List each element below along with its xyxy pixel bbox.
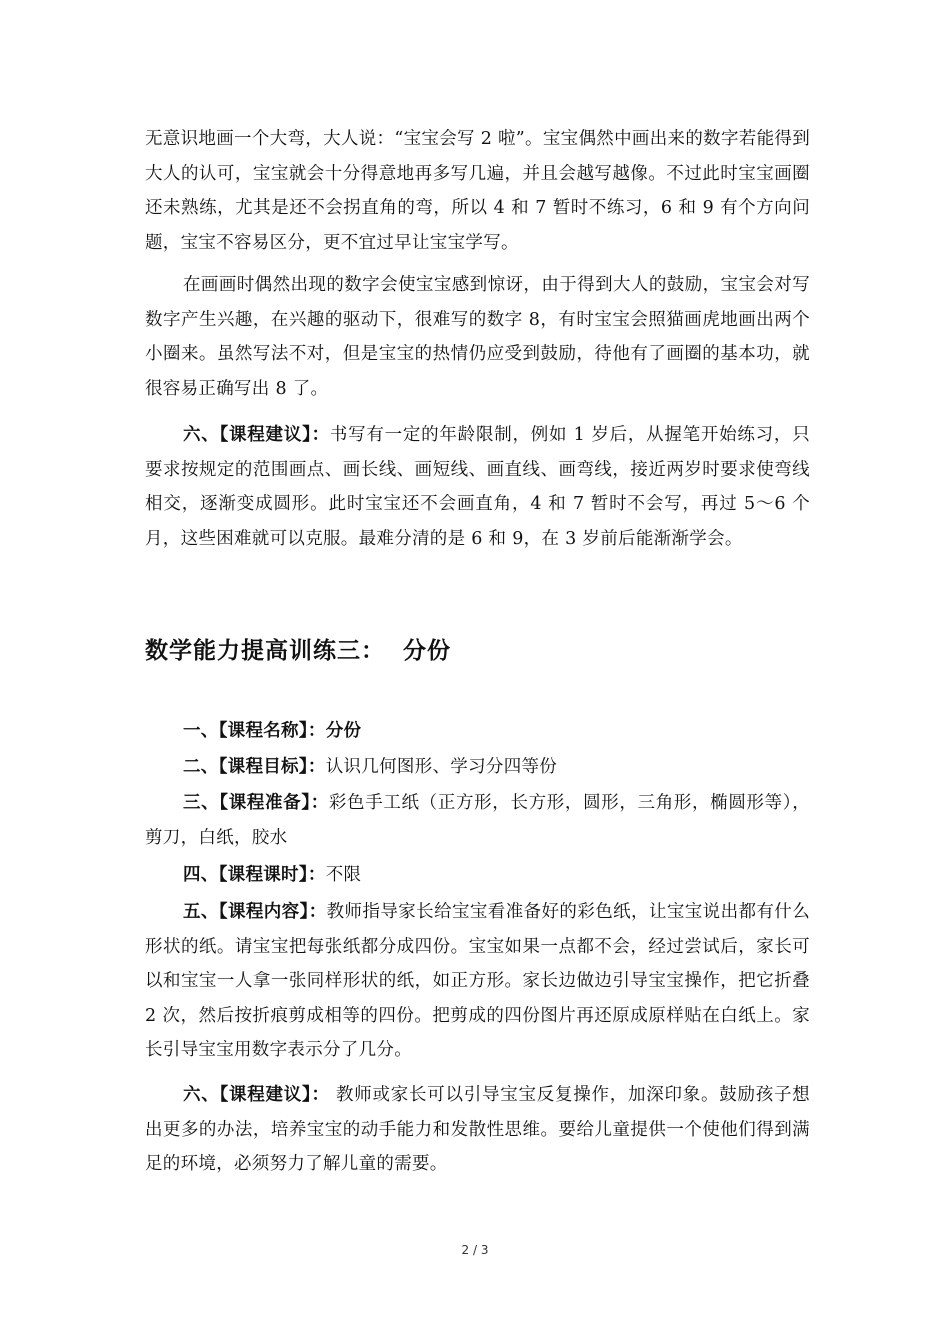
item-text: 分份 <box>325 721 362 741</box>
course-suggestion-text: 书写有一定的年龄限制，例如 1 岁后，从握笔开始练习，只要求按规定的范围画点、画长线、画短线、画直线、画弯线，接近两岁时要求使弯线相交，逐渐变成圆形。此时宝宝还不会画直角，4 和 7 暂时不会写，再过 5～6 个月，这些困难就可以克服。最难分清的是 6 和 9，在 3 岁前后能渐渐学会。 <box>145 425 810 549</box>
paragraph-writing-numbers: 无意识地画一个大弯，大人说：“宝宝会写 2 啦”。宝宝偶然中画出来的数字若能得到大人的认可，宝宝就会十分得意地再多写几遍，并且会越写越像。不过此时宝宝画圈还未熟练，尤其是还不会拐直角的弯，所以 4 和 7 暂时不练习，6 和 9 有个方向问题，宝宝不容易区分，更不宜过早让宝宝学写。 <box>145 129 810 253</box>
item-course-content <box>145 895 810 1068</box>
item-label: 四、【课程课时】： <box>183 865 326 885</box>
section-title: 数学能力提高训练三： 分份 <box>145 638 452 664</box>
item-text: 认识几何图形、学习分四等份 <box>325 757 558 777</box>
item-course-name <box>145 714 810 749</box>
item-label: 二、【课程目标】： <box>183 757 326 777</box>
item-label: 五、【课程内容】： <box>183 902 327 922</box>
item-text: 教师或家长可以引导宝宝反复操作，加深印象。鼓励孩子想出更多的办法，培养宝宝的动手能力和发散性思维。要给儿童提供一个使他们得到满足的环境，必须努力了解儿童的需要。 <box>145 1085 810 1174</box>
item-text: 彩色手工纸（正方形，长方形，圆形，三角形，椭圆形等），剪刀，白纸，胶水 <box>145 793 810 848</box>
course-suggestion-label: 六、【课程建议】： <box>183 425 330 445</box>
item-course-suggestion <box>145 1078 810 1182</box>
item-course-hours <box>145 858 810 893</box>
item-label: 六、【课程建议】： <box>183 1085 330 1105</box>
item-course-preparation <box>145 786 810 855</box>
item-course-goal <box>145 750 810 785</box>
item-text: 不限 <box>325 865 362 885</box>
paragraph-course-suggestion <box>145 418 810 556</box>
item-label: 三、【课程准备】： <box>183 793 329 813</box>
item-text: 教师指导家长给宝宝看准备好的彩色纸，让宝宝说出都有什么形状的纸。请宝宝把每张纸都分成四份。宝宝如果一点都不会，经过尝试后，家长可以和宝宝一人拿一张同样形状的纸，如正方形。家长边做边引导宝宝操作，把它折叠 2 次，然后按折痕剪成相等的四份。把剪成的四份图片再还原成原样贴在白纸上。家长引导宝宝用数字表示分了几分。 <box>145 902 810 1060</box>
paragraph-drawing-numbers: 在画画时偶然出现的数字会使宝宝感到惊讶，由于得到大人的鼓励，宝宝会对写数字产生兴趣，在兴趣的驱动下，很难写的数字 8，有时宝宝会照猫画虎地画出两个小圈来。虽然写法不对，但是宝宝的热情仍应受到鼓励，待他有了画圈的基本功，就很容易正确写出 8 了。 <box>145 275 810 399</box>
item-label: 一、【课程名称】： <box>183 721 326 741</box>
page-number: 2 / 3 <box>461 1243 489 1257</box>
